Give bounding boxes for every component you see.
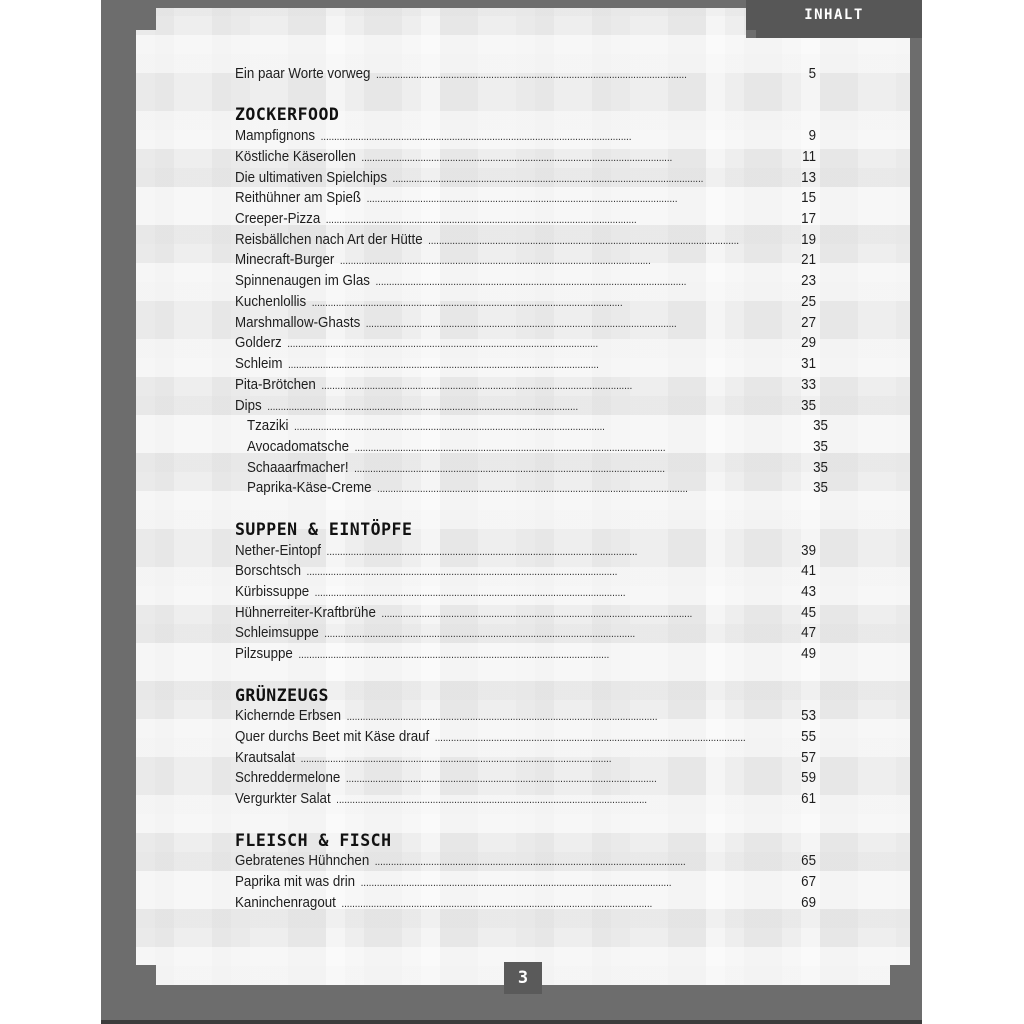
toc-entry-title: Die ultimativen Spielchips <box>235 169 388 186</box>
toc-entry-title: Ein paar Worte vorweg <box>235 66 371 82</box>
toc-entry[interactable] <box>235 188 816 209</box>
toc-entry-page: 55 <box>801 729 817 745</box>
toc-entry-page: 21 <box>801 252 817 269</box>
toc-entry-title: Kichernde Erbsen <box>235 708 342 725</box>
dot-leader <box>347 707 799 728</box>
dot-leader <box>376 65 806 86</box>
toc-entry-page: 31 <box>801 356 817 373</box>
pixel-corner-notch <box>890 965 910 985</box>
dot-leader <box>355 438 811 459</box>
toc-entry-title: Gebratenes Hühnchen <box>235 853 370 870</box>
dot-leader <box>375 852 799 873</box>
toc-entry[interactable] <box>235 582 816 603</box>
dot-leader <box>288 355 798 376</box>
toc-entry[interactable] <box>235 768 816 789</box>
toc-entry-page: 27 <box>801 314 817 331</box>
toc-entry-page: 23 <box>801 273 817 290</box>
toc-entry[interactable] <box>235 541 816 562</box>
toc-entry-title: Reithühner am Spieß <box>235 190 362 207</box>
toc-entry[interactable] <box>235 209 816 230</box>
dot-leader <box>377 479 810 500</box>
dot-leader <box>346 769 799 790</box>
toc-entry-page: 11 <box>802 148 817 165</box>
dot-leader <box>340 251 799 272</box>
toc-entry[interactable] <box>235 396 816 417</box>
dot-leader <box>327 542 799 563</box>
toc-entry-page: 13 <box>801 169 817 186</box>
toc-entry[interactable] <box>235 748 816 769</box>
toc-entry[interactable] <box>235 872 816 893</box>
toc-entry-title: Köstliche Käserollen <box>235 148 356 165</box>
dot-leader <box>341 894 798 915</box>
toc-entry[interactable] <box>235 354 816 375</box>
toc-entry-page: 35 <box>801 397 817 414</box>
dot-leader <box>315 583 799 604</box>
dot-leader <box>435 728 799 749</box>
toc-entry-page: 41 <box>801 563 817 580</box>
toc-entry-title: Nether-Eintopf <box>235 542 322 559</box>
toc-entry[interactable] <box>235 375 816 396</box>
toc-entry-title: Golderz <box>235 335 282 352</box>
toc-entry-title: Reisbällchen nach Art der Hütte <box>235 231 423 248</box>
dot-leader <box>287 334 798 355</box>
toc-entry[interactable] <box>235 789 816 810</box>
toc-entry-page: 43 <box>801 583 817 600</box>
toc-entry-title: Paprika mit was drin <box>235 874 356 891</box>
toc-entry-title: Marshmallow-Ghasts <box>235 314 361 331</box>
toc-entry-page: 45 <box>801 604 817 621</box>
toc-subentry[interactable] <box>235 416 828 437</box>
toc-entry[interactable] <box>235 333 816 354</box>
section-heading: ZOCKERFOOD <box>235 105 340 125</box>
toc-entry-page: 35 <box>813 438 828 455</box>
toc-entry-page: 57 <box>801 749 817 766</box>
dot-leader <box>326 210 799 231</box>
dot-leader <box>336 790 798 811</box>
toc-entry-page: 25 <box>801 293 817 310</box>
toc-entry-page: 47 <box>801 625 817 642</box>
toc-entry[interactable] <box>235 603 816 624</box>
toc-entry-title: Kürbissuppe <box>235 583 310 600</box>
chapter-tab-label: INHALT <box>804 7 864 23</box>
toc-sections <box>235 105 828 913</box>
dot-leader <box>324 624 798 645</box>
toc-entry-page: 35 <box>813 459 828 476</box>
dot-leader <box>381 604 798 625</box>
dot-leader <box>321 376 798 397</box>
dot-leader <box>376 272 799 293</box>
dot-leader <box>361 873 799 894</box>
toc-entry[interactable] <box>235 313 816 334</box>
toc-entry-page: 69 <box>801 894 817 911</box>
toc-entry-title: Pita-Brötchen <box>235 376 316 393</box>
toc-entry-page: 65 <box>801 853 817 870</box>
toc-entry[interactable] <box>235 147 816 168</box>
toc-entry-title: Mampfignons <box>235 128 316 145</box>
toc-entry-title: Schleim <box>235 356 283 373</box>
toc-entry-page: 33 <box>801 376 817 393</box>
page-number: 3 <box>517 968 529 988</box>
toc-entry[interactable] <box>235 292 816 313</box>
toc-entry-title: Kaninchenragout <box>235 894 336 911</box>
toc-entry-page: 29 <box>801 335 817 352</box>
toc-entry-page: 39 <box>801 542 817 559</box>
dot-leader <box>307 562 799 583</box>
toc-subentry[interactable] <box>235 458 828 479</box>
toc-entry[interactable] <box>235 893 816 914</box>
toc-entry-title: Schaaarfmacher! <box>246 459 349 476</box>
toc-entry[interactable] <box>235 230 816 251</box>
toc-entry-title: Hühnerreiter-Kraftbrühe <box>235 604 376 621</box>
toc-entry-page: 15 <box>801 190 817 207</box>
toc-entry[interactable] <box>235 644 816 665</box>
page-bottom-edge <box>101 1020 922 1024</box>
toc-entry-title: Quer durchs Beet mit Käse drauf <box>235 729 430 745</box>
toc-entry-page: 49 <box>801 646 817 663</box>
toc-subentry[interactable] <box>235 437 828 458</box>
toc-entry-page: 19 <box>801 231 817 248</box>
toc-entry-page: 35 <box>813 418 828 435</box>
toc-entry-title: Borschtsch <box>235 563 301 580</box>
toc-entry-page: 53 <box>801 708 817 725</box>
dot-leader <box>301 749 799 770</box>
section-heading: SUPPEN & EINTÖPFE <box>235 519 413 539</box>
toc-entry[interactable] <box>235 126 816 147</box>
dot-leader <box>393 169 799 190</box>
toc-entry-title: Creeper-Pizza <box>235 211 321 228</box>
toc-entry-page: 5 <box>808 66 817 82</box>
dot-leader <box>367 189 799 210</box>
toc-entry-title: Kuchenlollis <box>235 293 307 310</box>
toc-entry[interactable] <box>235 727 816 748</box>
dot-leader <box>366 314 799 335</box>
section-heading: FLEISCH & FISCH <box>235 830 392 850</box>
dot-leader <box>267 397 798 418</box>
dot-leader <box>294 417 810 438</box>
toc-entry-page: 67 <box>801 874 817 891</box>
table-of-contents <box>235 64 828 913</box>
toc-entry-title: Minecraft-Burger <box>235 252 335 269</box>
toc-entry-title: Spinnenaugen im Glas <box>235 273 370 290</box>
toc-entry-title: Dips <box>235 397 262 414</box>
dot-leader <box>321 127 806 148</box>
toc-entry[interactable] <box>235 250 816 271</box>
toc-entry-intro[interactable] <box>235 64 816 85</box>
toc-entry-title: Avocadomatsche <box>246 438 350 455</box>
toc-entry-title: Pilzsuppe <box>235 646 293 663</box>
toc-entry-title: Vergurkter Salat <box>235 791 331 808</box>
pixel-corner-notch <box>136 8 156 30</box>
dot-leader <box>312 293 799 314</box>
toc-entry-page: 59 <box>801 770 817 787</box>
dot-leader <box>354 459 810 480</box>
chapter-tab-step <box>746 30 756 38</box>
toc-entry[interactable] <box>235 623 816 644</box>
toc-entry[interactable] <box>235 168 816 189</box>
toc-entry[interactable] <box>235 706 816 727</box>
toc-entry-title: Krautsalat <box>235 749 296 766</box>
toc-entry[interactable] <box>235 561 816 582</box>
toc-entry-page: 61 <box>801 791 817 808</box>
dot-leader <box>361 148 799 169</box>
toc-entry-page: 35 <box>813 480 828 497</box>
toc-entry-page: 9 <box>808 128 817 145</box>
toc-entry[interactable] <box>235 271 816 292</box>
toc-entry-page: 17 <box>801 211 817 228</box>
toc-entry-title: Paprika-Käse-Creme <box>246 480 372 497</box>
toc-subentry[interactable] <box>235 478 828 499</box>
dot-leader <box>428 231 798 252</box>
toc-entry-title: Tzaziki <box>246 418 289 435</box>
toc-entry-title: Schleimsuppe <box>235 625 319 642</box>
toc-entry[interactable] <box>235 851 816 872</box>
pixel-corner-notch <box>136 965 156 985</box>
section-heading: GRÜNZEUGS <box>235 685 329 705</box>
toc-entry-title: Schreddermelone <box>235 770 341 787</box>
dot-leader <box>298 645 798 666</box>
